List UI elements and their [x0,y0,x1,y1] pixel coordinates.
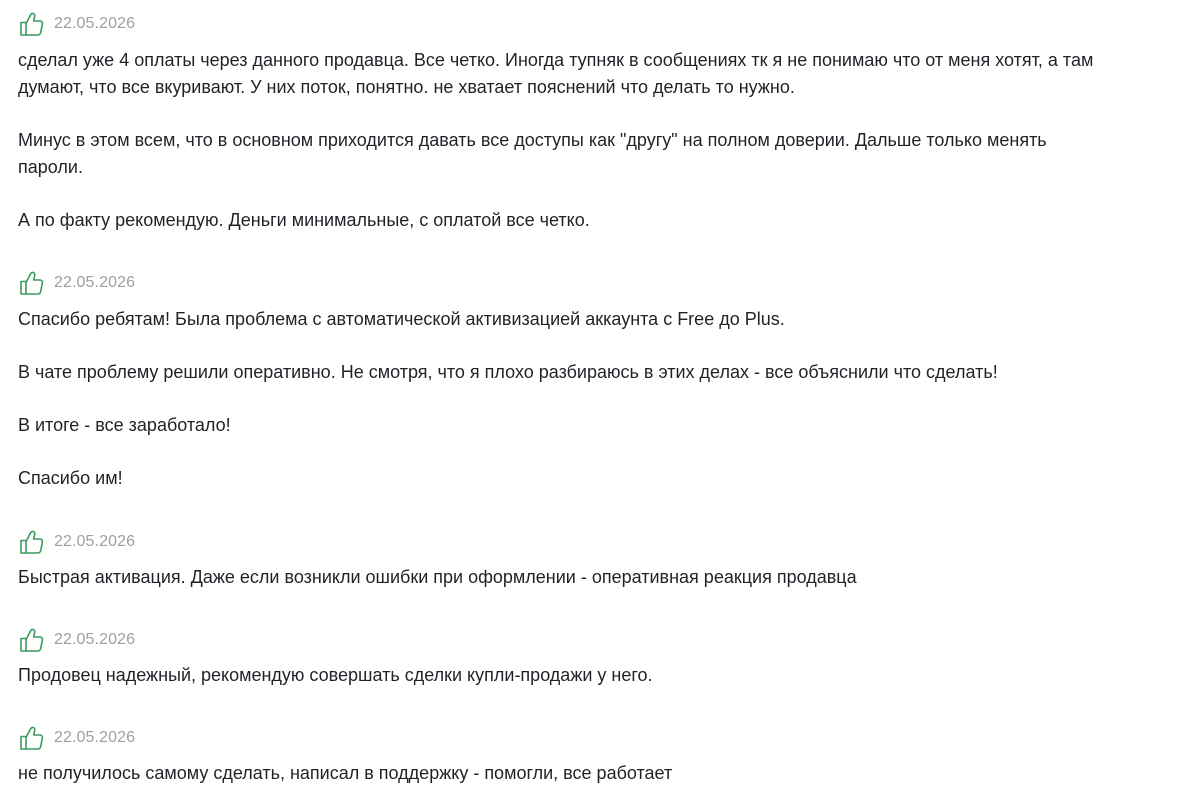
thumbs-up-icon [18,269,46,297]
review-item [18,527,1182,587]
review-item [18,268,1182,488]
review-text-line: Быстрая активация. Даже если возникли ошибки при оформлении - оперативная реакция продавца [18,567,857,587]
review-header [18,9,1182,39]
thumbs-up-icon [18,724,46,752]
review-item [18,9,1182,230]
review-text-line: думают, что все вкуривают. У них поток, понятно. не хватает пояснений что делать то нужно. [18,77,795,97]
review-item [18,625,1182,685]
review-date: 22.05.2026 [54,15,136,32]
review-date: 22.05.2026 [54,729,136,746]
review-text-line: Спасибо им! [18,468,123,488]
thumbs-up-icon [18,528,46,556]
thumbs-up-icon [18,10,46,38]
review-date: 22.05.2026 [54,533,136,550]
review-text-line: В чате проблему решили оперативно. Не смотря, что я плохо разбираюсь в этих делах - все объяснили что сделать! [18,362,998,382]
review-header [18,527,1182,557]
review-text-line: не получилось самому сделать, написал в поддержку - помогли, все работает [18,763,673,783]
review-text-line: Минус в этом всем, что в основном приходится давать все доступы как "другу" на полном доверии. Дальше только менять [18,130,1047,150]
review-text-line: Продовец надежный, рекомендую совершать сделки купли-продажи у него. [18,665,653,685]
review-date: 22.05.2026 [54,631,136,648]
review-header [18,268,1182,298]
review-text-line: пароли. [18,157,83,177]
review-date: 22.05.2026 [54,274,136,291]
review-header [18,625,1182,655]
thumbs-up-icon [18,626,46,654]
review-text-line: сделал уже 4 оплаты через данного продавца. Все четко. Иногда тупняк в сообщениях тк я не понимаю что от меня хотят, а там [18,50,1094,70]
review-header [18,723,1182,753]
review-text-line: А по факту рекомендую. Деньги минимальные, с оплатой все четко. [18,210,590,230]
review-item [18,723,1182,783]
review-text-line: В итоге - все заработало! [18,415,231,435]
review-text-line: Спасибо ребятам! Была проблема с автоматической активизацией аккаунта с Free до Plus. [18,309,785,329]
